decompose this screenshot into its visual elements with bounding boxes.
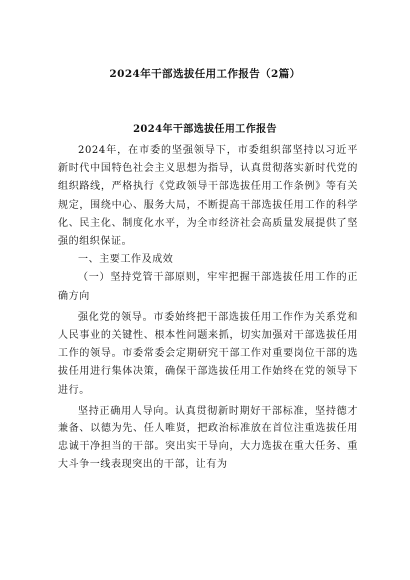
report-title: 2024年干部选拔任用工作报告 [133, 124, 277, 135]
subsection-heading: （一）坚持党管干部原则，牢牢把握干部选拔任用工作的正确方向 [58, 272, 358, 302]
intro-paragraph: 2024年，在市委的坚强领导下，市委组织部坚持以习近平新时代中国特色社会主义思想为指导，认真贯彻落实新时代党的组织路线，严格执行《党政领导干部选拔任用工作条例》等有关规定，围绕中心、服务大局，不断提高干部选拔任用工作的科学化、民主化、制度化水平，为全市经济社会高质量发展提供了坚强的组织保证。 [58, 145, 358, 248]
paragraph-party-leadership: 强化党的领导。市委始终把干部选拔任用工作作为关系党和人民事业的关键性、根本性问题来抓，切实加强对干部选拔任用工作的领导。市委常委会定期研究干部工作对重要岗位干部的选拔任用进行集体决策，确保干部选拔任用工作始终在党的领导下进行。 [58, 311, 358, 396]
section-heading: 一、主要工作及成效 [78, 254, 174, 266]
report-body [58, 142, 358, 473]
document-title: 2024年干部选拔任用工作报告（2篇） [109, 68, 301, 80]
paragraph-talent-orientation: 坚持正确用人导向。认真贯彻新时期好干部标准，坚持德才兼备、以德为先、任人唯贤，把政治标准放在首位注重选拔任用忠诚干净担当的干部。突出实干导向，大力选拔在重大任务、重大斗争一线表现突出的干部，让有为 [58, 405, 358, 470]
